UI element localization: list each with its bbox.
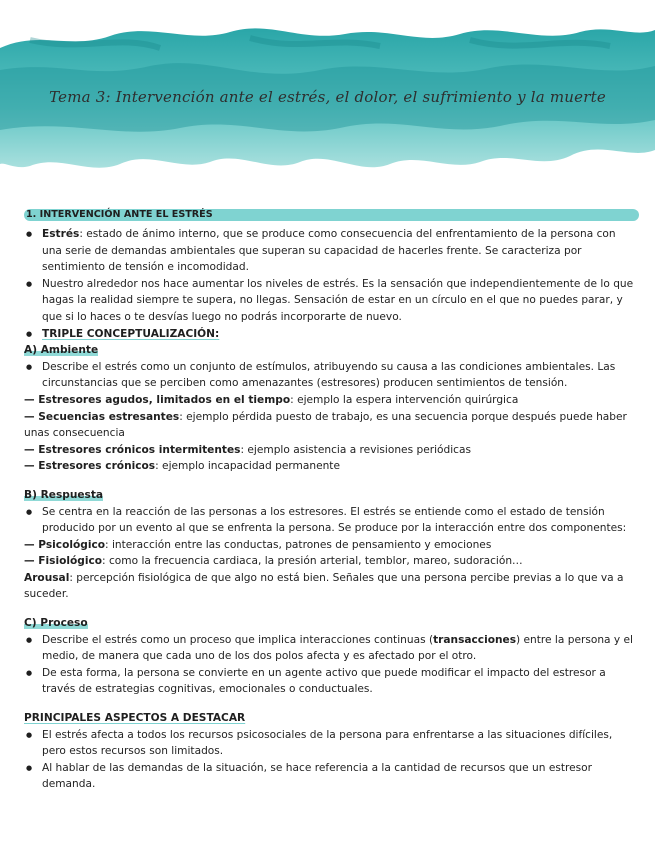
- respuesta-list: [24, 504, 636, 537]
- definition-text: : estado de ánimo interno, que se produce como consecuencia del enfrentamiento de la persona con una serie de demandas ambientales que superan su capacidad de hacerles frente. Se caracteriza por sentimiento de tensión e incomodidad.: [42, 228, 616, 274]
- subheading-ambiente: [24, 342, 636, 359]
- subheading-label: C) Proceso: [24, 617, 88, 630]
- dash-term: — Fisiológico: [24, 555, 103, 568]
- dash-item: [24, 392, 636, 409]
- aspectos-heading: PRINCIPALES ASPECTOS A DESTACAR: [24, 712, 246, 725]
- spacer: [24, 475, 636, 487]
- proceso-list: [24, 632, 636, 698]
- list-item: [24, 226, 636, 276]
- aspectos-list: [24, 727, 636, 793]
- section-heading-bar: [24, 208, 636, 221]
- dash-text: : ejemplo asistencia a revisiones periódicas: [240, 443, 471, 456]
- dash-item: [24, 537, 636, 554]
- term-arousal: Arousal: [24, 571, 70, 584]
- dash-term: — Estresores crónicos: [24, 460, 156, 473]
- list-item: ● Nuestro alrededor nos hace aumentar los niveles de estrés. Es la sensación que independientemente de lo que hagas la realidad siempre te supera, no llegas. Sensación de estar en un círculo en el que no puedes parar, y que si lo haces o te desvías luego no podrás incorporarte de nuevo.: [24, 276, 636, 326]
- list-item: ● De esta forma, la persona se convierte en un agente activo que puede modificar el impacto del estresor a través de estrategias cognitivas, emocionales o conductuales.: [24, 665, 636, 698]
- term-estres: Estrés: [42, 228, 80, 240]
- document-body: [24, 208, 636, 793]
- arousal-paragraph: [24, 570, 636, 603]
- dash-item: [24, 442, 636, 459]
- section-heading: 1. INTERVENCIÓN ANTE EL ESTRÉS: [26, 209, 213, 220]
- subheading-respuesta: [24, 487, 636, 504]
- dash-item: [24, 458, 636, 475]
- page-title: Tema 3: Intervención ante el estrés, el dolor, el sufrimiento y la muerte: [49, 88, 606, 106]
- spacer: [24, 698, 636, 710]
- text-part: ) entre la persona y el medio, de manera que cada uno de los dos polos afecta y es afectado por el otro.: [42, 633, 633, 663]
- arousal-text: : percepción fisiológica de que algo no está bien. Señales que una persona percibe previas a lo que va a suceder.: [24, 571, 624, 601]
- list-item: ● El estrés afecta a todos los recursos psicosociales de la persona para enfrentarse a las situaciones difíciles, pero estos recursos son limitados.: [24, 727, 636, 760]
- aspectos-heading-wrap: [24, 710, 636, 727]
- dash-text: : como la frecuencia cardiaca, la presión arterial, temblor, mareo, sudoración…: [102, 555, 523, 568]
- triple-heading: TRIPLE CONCEPTUALIZACIÓN:: [42, 327, 220, 340]
- dash-term: — Secuencias estresantes: [24, 410, 180, 423]
- list-item: [24, 326, 636, 343]
- subheading-label: A) Ambiente: [24, 344, 99, 357]
- subheading-proceso: [24, 615, 636, 632]
- dash-term: — Estresores crónicos intermitentes: [24, 443, 241, 456]
- term-transacciones: transacciones: [433, 633, 517, 646]
- list-item: ● Al hablar de las demandas de la situación, se hace referencia a la cantidad de recursos que un estresor demanda.: [24, 760, 636, 793]
- list-item: ● Se centra en la reacción de las personas a los estresores. El estrés se entiende como el estado de tensión producido por un evento al que se enfrenta la persona. Se produce por la interacción entre dos componentes:: [24, 504, 636, 537]
- dash-text: : ejemplo incapacidad permanente: [155, 460, 340, 473]
- intro-list: [24, 226, 636, 342]
- dash-text: : interacción entre las conductas, patrones de pensamiento y emociones: [105, 538, 492, 551]
- dash-text: : ejemplo la espera intervención quirúrgica: [290, 393, 519, 406]
- subheading-label: B) Respuesta: [24, 488, 104, 501]
- list-item: ● Describe el estrés como un conjunto de estímulos, atribuyendo su causa a las condiciones ambientales. Las circunstancias que se perciben como amenazantes (estresores) producen sentimientos de tensión.: [24, 359, 636, 392]
- dash-item: [24, 553, 636, 570]
- dash-text: : ejemplo pérdida puesto de trabajo, es una secuencia porque después puede haber unas consecuencia: [24, 410, 627, 440]
- dash-item: [24, 409, 636, 442]
- dash-term: — Psicológico: [24, 538, 106, 551]
- spacer: [24, 603, 636, 615]
- list-item: [24, 632, 636, 665]
- text-part: Describe el estrés como un proceso que implica interacciones continuas (: [42, 633, 434, 646]
- dash-term: — Estresores agudos, limitados en el tiempo: [24, 393, 291, 406]
- ambiente-list: [24, 359, 636, 392]
